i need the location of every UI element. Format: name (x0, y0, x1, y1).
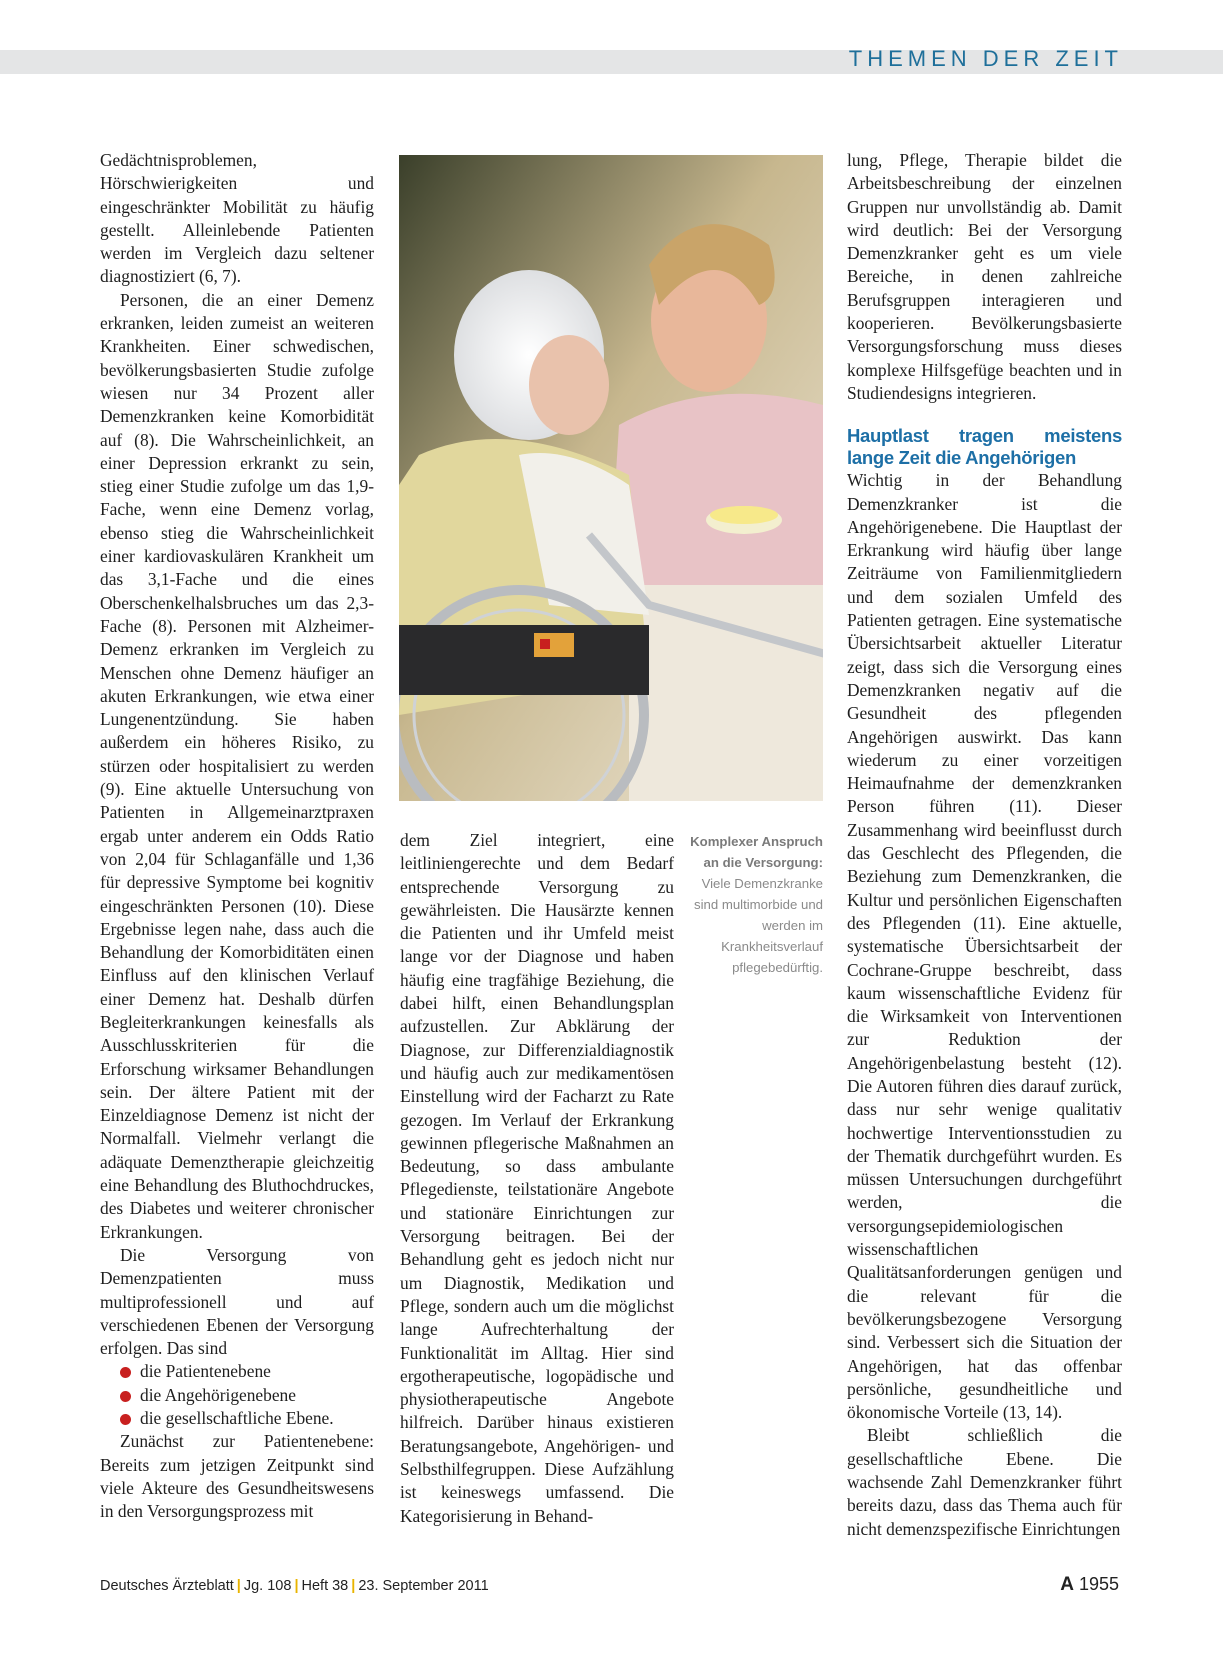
bullet-icon (120, 1391, 131, 1402)
separator: | (294, 1578, 299, 1594)
bullet-icon (120, 1367, 131, 1378)
footer-citation (100, 1578, 489, 1594)
paragraph: Personen, die an einer Demenz erkranken, leiden zumeist an weiteren Krankheiten. Einer schwedischen, bevölkerungsbasierten Studie zufolge wiesen nur 34 Prozent aller Demenzkranken keine Komorbidität auf (8). Die Wahrscheinlichkeit, an einer Depression erkrankt zu sein, stieg einer Studie zufolge um das 1,9-Fache, wenn eine Demenz vorlag, ebenso stieg die Wahrscheinlichkeit einer kardiovaskulären Krankheit um das 3,1-Fache und die eines Oberschenkelhalsbruches um das 2,3-Fache (8). Personen mit Alzheimer-Demenz erkranken im Vergleich zu Menschen ohne Demenz häufiger an akuten Erkrankungen, wie etwa einer Lungenentzündung. Sie haben außerdem ein höheres Risiko, zu stürzen oder hospitalisiert zu werden (9). Eine aktuelle Untersuchung von Patienten in Allgemeinarztpraxen ergab unter anderem ein Odds Ratio von 2,04 für Schlaganfälle und 1,36 für depressive Symptome bei kognitiv eingeschränkten Personen (10). Diese Ergebnisse legen nahe, dass auch die Behandlung der Komorbiditäten einen Einfluss auf den klinischen Verlauf einer Demenz hat. Deshalb dürfen Begleiterkrankungen keinesfalls als Ausschlusskriterien für die Erforschung wirksamer Behandlungen sein. Der ältere Patient mit der Einzeldiagnose Demenz ist nicht der Normalfall. Vielmehr verlangt die adäquate Demenztherapie gleichzeitig eine Behandlung des Bluthochdruckes, des Diabetes und weiterer chronischer Erkrankungen. (100, 289, 374, 1242)
caption-text: Viele Demenzkranke sind multimorbide und werden im Krankheitsverlauf pflegebedürftig. (693, 876, 823, 975)
journal-name: Deutsches Ärzteblatt (100, 1578, 234, 1594)
list-item (120, 1360, 374, 1383)
subheading: Hauptlast tragen meistens lange Zeit die Angehörigen (847, 425, 1122, 469)
paragraph: lung, Pflege, Therapie bildet die Arbeitsbeschreibung der einzelnen Gruppen nur unvollständig ab. Damit wird deutlich: Bei der Versorgung Demenzkranker geht es um viele Bereiche, in denen zahlreiche Berufsgruppen interagieren und kooperieren. Bevölkerungsbasierte Versorgungsforschung muss dieses komplexe Hilfsgefüge beachten und in Studiendesigns integrieren. (847, 150, 1122, 403)
list-item (120, 1384, 374, 1407)
paragraph: Wichtig in der Behandlung Demenzkranker ist die Angehörigenebene. Die Hauptlast der Erkrankung wird häufig über lange Zeiträume von Familienmitgliedern und dem sozialen Umfeld des Patienten getragen. Eine systematische Übersichtsarbeit aktueller Literatur zeigt, dass sich die Versorgung eines Demenzkranken negativ auf die Gesundheit des pflegenden Angehörigen auswirkt. Das kann wiederum zu einer vorzeitigen Heimaufnahme der demenzkranken Person führen (11). Dieser Zusammenhang wird beeinflusst durch das Geschlecht des Pflegenden, die Beziehung zum Demenzkranken, die Kultur und persönlichen Eigenschaften des Pflegenden (11). Eine aktuelle, systematische Übersichtsarbeit der Cochrane-Gruppe beschreibt, dass kaum wissenschaftliche Evidenz für die Wirksamkeit von Interventionen zur Reduktion der Angehörigenbelastung besteht (12). Die Autoren führen dies darauf zurück, dass nur sehr wenige qualitativ hochwertige Interventionsstudien zu der Thematik durchgeführt wurden. Es müssen Untersuchungen durchgeführt werden, die versorgungsepidemiologischen wissenschaftlichen Qualitätsanforderungen genügen und die relevant für die bevölkerungsbezogene Versorgung sind. Verbessert sich die Situation der Angehörigen, hat das offenbar persönliche, gesundheitliche und ökonomische Vorteile (13, 14). (847, 470, 1122, 1423)
caption-lead: Komplexer Anspruch an die Versorgung: (690, 834, 823, 870)
list-item-text: die gesellschaftliche Ebene. (140, 1408, 334, 1429)
bullet-icon (120, 1414, 131, 1425)
text-column-1 (100, 149, 374, 1524)
list-item-text: die Patientenebene (140, 1361, 271, 1382)
bullet-list (100, 1360, 374, 1430)
section-title: THEMEN DER ZEIT (848, 46, 1123, 71)
photo-caregiver-icon (399, 155, 823, 801)
list-item-text: die Angehörigenebene (140, 1384, 296, 1405)
paragraph: Die Versorgung von Demenzpatienten muss multiprofessionell und auf verschiedenen Ebenen der Versorgung erfolgen. Das sind (100, 1244, 374, 1359)
paragraph: Bleibt schließlich die gesellschaftliche Ebene. Die wachsende Zahl Demenzkranker führt bereits dazu, dass das Thema auch für nicht demenzspezifische Einrichtungen (847, 1425, 1122, 1539)
list-item (120, 1407, 374, 1430)
page-number (1060, 1574, 1119, 1596)
page-number-value: 1955 (1078, 1574, 1119, 1594)
article-photo (399, 155, 823, 801)
text-column-3 (847, 149, 1122, 1541)
separator: | (351, 1578, 356, 1594)
paragraph: dem Ziel integriert, eine leitliniengerechte und dem Bedarf entsprechende Versorgung zu gewährleisten. Die Hausärzte kennen die Patienten und ihr Umfeld meist lange vor der Diagnose und haben häufig eine tragfähige Beziehung, die dabei hilft, einen Behandlungsplan aufzustellen. Zur Abklärung der Diagnose, zur Differenzialdiagnostik und häufig auch zur medikamentösen Einstellung wird der Facharzt zu Rate gezogen. Im Verlauf der Erkrankung gewinnen pflegerische Maßnahmen an Bedeutung, so dass ambulante Pflegedienste, teilstationäre Angebote und stationäre Einrichtungen zur Versorgung beitragen. Bei der Behandlung geht es jedoch nicht nur um Diagnostik, Medikation und Pflege, sondern auch um die möglichst lange Aufrechterhaltung der Funktionalität im Alltag. Hier sind ergotherapeutische, logopädische und physiotherapeutische Angebote hilfreich. Darüber hinaus existieren Beratungsangebote, Angehörigen- und Selbsthilfegruppen. Diese Aufzählung ist keineswegs umfassend. Die Kategorisierung in Behand- (400, 830, 674, 1526)
page-prefix: A (1060, 1574, 1074, 1595)
paragraph: Zunächst zur Patientenebene: Bereits zum jetzigen Zeitpunkt sind viele Akteure des Gesundheitswesens in den Versorgungsprozess mit (100, 1431, 374, 1522)
text-column-2 (400, 829, 674, 1528)
volume: Jg. 108 (243, 1578, 292, 1594)
date: 23. September 2011 (358, 1578, 489, 1594)
separator: | (236, 1578, 241, 1594)
photo-caption (690, 831, 823, 978)
issue: Heft 38 (301, 1578, 349, 1594)
paragraph: Gedächtnisproblemen, Hörschwierigkeiten und eingeschränkter Mobilität zu häufig gestellt. Alleinlebende Patienten werden im Vergleich dazu seltener diagnostiziert (6, 7). (100, 150, 374, 287)
